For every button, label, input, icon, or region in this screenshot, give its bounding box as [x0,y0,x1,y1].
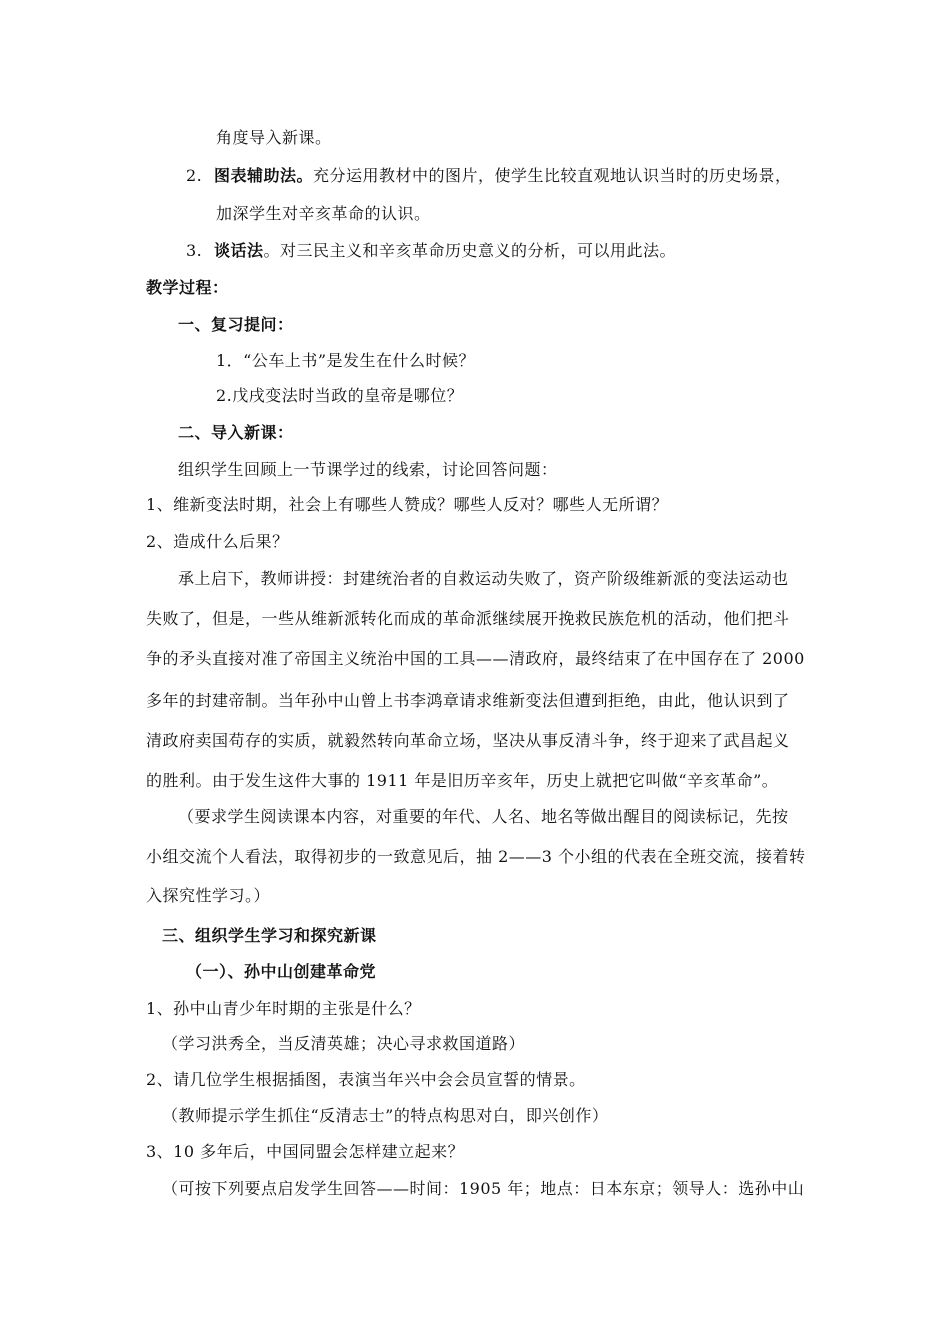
lesson-question-3: 3、10 多年后，中国同盟会怎样建立起来？ [146,1142,465,1161]
paragraph-line: 小组交流个人看法，取得初步的一致意见后，抽 2——3 个小组的代表在全班交流，接着转 [146,847,806,866]
paragraph-line: 多年的封建帝制。当年孙中山曾上书李鸿章请求维新变法但遭到拒绝，由此，他认识到了 [146,691,790,710]
discussion-question-2: 2、造成什么后果？ [146,532,289,551]
paragraph-line: 失败了，但是，一些从维新派转化而成的革命派继续展开挽救民族危机的活动，他们把斗 [146,609,790,628]
paragraph-line: （要求学生阅读课本内容，对重要的年代、人名、地名等做出醒目的阅读标记，先按 [178,807,789,826]
lesson-answer-2: （教师提示学生抓住“反清志士”的特点构思对白，即兴创作） [162,1106,609,1125]
review-question-1: 1．“公车上书”是发生在什么时候？ [216,351,476,370]
method-title: 图表辅助法。 [214,166,314,185]
list-item-teaching-method-3 [186,240,676,262]
review-question-2: 2.戊戌变法时当政的皇帝是哪位？ [216,386,464,405]
paragraph-line: 争的矛头直接对准了帝国主义统治中国的工具——清政府，最终结束了在中国存在了 2000 [146,649,805,668]
list-number: 3. [186,241,203,260]
section-heading-teaching-process: 教学过程： [146,278,229,297]
discussion-question-1: 1、维新变法时期，社会上有哪些人赞成？哪些人反对？哪些人无所谓？ [146,495,669,514]
paragraph-line: 承上启下，教师讲授：封建统治者的自救运动失败了，资产阶级维新派的变法运动也 [178,569,789,588]
text-line: 角度导入新课。 [216,128,332,147]
paragraph-line: 清政府卖国苟存的实质，就毅然转向革命立场，坚决从事反清斗争，终于迎来了武昌起义 [146,731,790,750]
subsection-heading-review: 一、复习提问： [178,315,294,334]
method-title: 谈话法 [214,241,264,260]
paragraph-line: 的胜利。由于发生这件大事的 1911 年是旧历辛亥年，历史上就把它叫做“辛亥革命”。 [146,771,779,790]
lesson-question-2: 2、请几位学生根据插图，表演当年兴中会会员宣誓的情景。 [146,1070,586,1089]
topic-heading-sun-yatsen: （一）、孙中山创建革命党 [186,962,377,981]
text-line: 组织学生回顾上一节课学过的线索，讨论回答问题： [178,460,558,479]
subsection-heading-new-lesson: 三、组织学生学习和探究新课 [162,926,377,945]
lesson-question-1: 1、孙中山青少年时期的主张是什么？ [146,999,421,1018]
method-description: 充分运用教材中的图片，使学生比较直观地认识当时的历史场景， [313,166,792,185]
list-number: 2. [186,166,203,185]
method-description: 。对三民主义和辛亥革命历史意义的分析，可以用此法。 [263,241,677,260]
lesson-answer-1: （学习洪秀全，当反清英雄；决心寻求救国道路） [162,1034,526,1053]
text-line: 加深学生对辛亥革命的认识。 [216,204,431,223]
lesson-answer-3: （可按下列要点启发学生回答——时间：1905 年；地点：日本东京；领导人：选孙中山 [162,1179,805,1198]
list-item-teaching-method-2 [186,165,792,187]
subsection-heading-intro: 二、导入新课： [178,423,294,442]
paragraph-line: 入探究性学习。） [146,886,271,905]
